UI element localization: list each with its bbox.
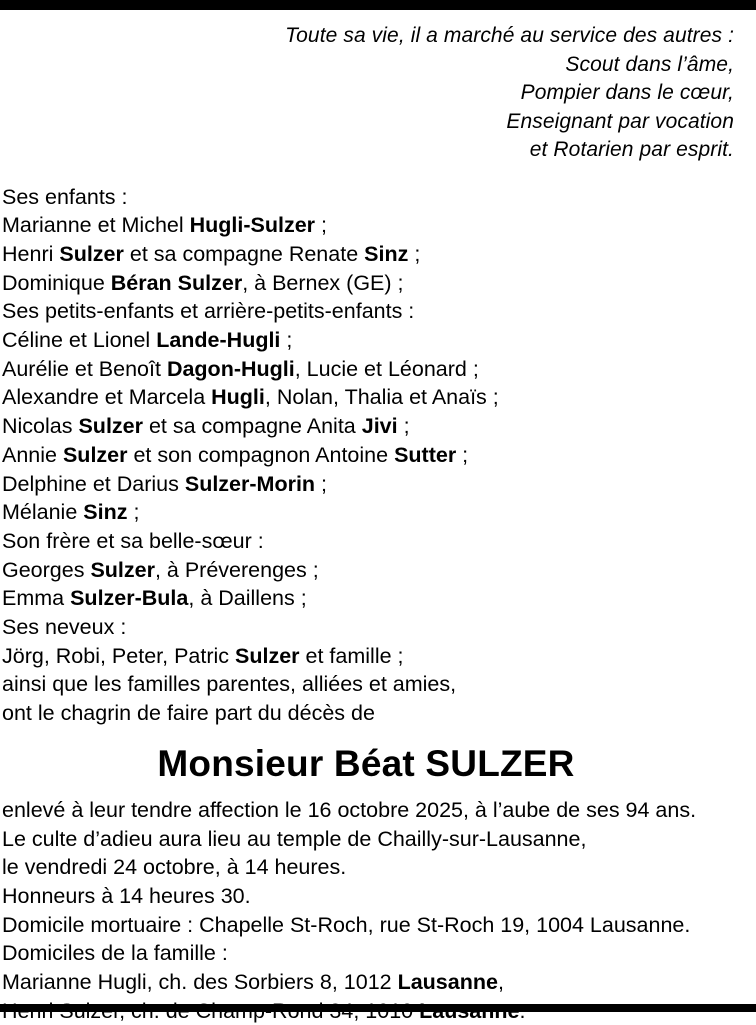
family-line: ainsi que les familles parentes, alliées et amies, — [2, 672, 457, 697]
service-details — [0, 796, 746, 1025]
surname: Sinz — [83, 500, 128, 525]
family-line: Son frère et sa belle-sœur : — [2, 528, 264, 553]
family-list — [0, 165, 746, 728]
family-line: Ses petits-enfants et arrière-petits-enfants : — [2, 299, 415, 324]
surname: Hugli — [211, 385, 265, 410]
detail-line: enlevé à leur tendre affection le 16 octobre 2025, à l’aube de ses 94 ans. — [2, 797, 697, 822]
family-line: Delphine et Darius Sulzer-Morin ; — [2, 471, 328, 496]
family-line: Dominique Béran Sulzer, à Bernex (GE) ; — [2, 270, 404, 295]
epigraph-line: Scout dans l’âme, — [565, 52, 734, 76]
family-line: Céline et Lionel Lande-Hugli ; — [2, 328, 293, 353]
family-line: Ses neveux : — [2, 615, 127, 640]
surname: Jivi — [361, 414, 398, 439]
surname: Sulzer-Morin — [184, 471, 316, 496]
family-line: Ses enfants : — [2, 184, 128, 209]
epigraph-line: Toute sa vie, il a marché au service des autres : — [285, 24, 734, 47]
surname: Sinz — [364, 241, 409, 266]
top-divider — [0, 0, 756, 10]
detail-line: Domiciles de la famille : — [2, 941, 228, 966]
family-line: Henri Sulzer et sa compagne Renate Sinz ; — [2, 241, 421, 266]
family-line: Alexandre et Marcela Hugli, Nolan, Thalia et Anaïs ; — [2, 385, 499, 410]
detail-line: le vendredi 24 octobre, à 14 heures. — [2, 855, 347, 880]
surname: Dagon-Hugli — [166, 356, 295, 381]
surname: Lausanne — [397, 970, 498, 995]
family-line: Jörg, Robi, Peter, Patric Sulzer et famille ; — [2, 643, 404, 668]
family-line: Georges Sulzer, à Préverenges ; — [2, 557, 319, 582]
epigraph — [0, 10, 746, 165]
family-line: Nicolas Sulzer et sa compagne Anita Jivi ; — [2, 414, 410, 439]
surname: Hugli-Sulzer — [189, 213, 316, 238]
surname: Sutter — [394, 442, 457, 467]
surname: Sulzer — [235, 643, 300, 668]
surname: Sulzer — [90, 557, 155, 582]
epigraph-line: Pompier dans le cœur, — [520, 81, 734, 104]
detail-line: Honneurs à 14 heures 30. — [2, 883, 251, 908]
family-line: Emma Sulzer-Bula, à Daillens ; — [2, 586, 307, 611]
detail-line: Marianne Hugli, ch. des Sorbiers 8, 1012 Lausanne, — [2, 970, 504, 995]
bottom-divider — [0, 1004, 756, 1012]
surname: Sulzer — [59, 241, 124, 266]
epigraph-line: Enseignant par vocation — [506, 109, 734, 133]
family-line: Mélanie Sinz ; — [2, 500, 140, 525]
surname: Sulzer-Bula — [70, 586, 189, 611]
surname: Sulzer — [78, 414, 143, 439]
detail-line: Le culte d’adieu aura lieu au temple de Chailly-sur-Lausanne, — [2, 826, 587, 851]
detail-line: Domicile mortuaire : Chapelle St-Roch, rue St-Roch 19, 1004 Lausanne. — [2, 912, 691, 937]
notice-body — [0, 10, 756, 1025]
family-line: Aurélie et Benoît Dagon-Hugli, Lucie et Léonard ; — [2, 356, 479, 381]
deceased-name: Monsieur Béat SULZER — [157, 742, 575, 784]
family-line: ont le chagrin de faire part du décès de — [2, 701, 375, 726]
surname: Béran Sulzer — [110, 270, 243, 295]
epigraph-line: et Rotarien par esprit. — [529, 138, 734, 161]
surname: Lande-Hugli — [156, 328, 281, 353]
surname: Sulzer — [62, 442, 128, 467]
family-line: Marianne et Michel Hugli-Sulzer ; — [2, 213, 327, 238]
family-line: Annie Sulzer et son compagnon Antoine Sutter ; — [2, 442, 469, 467]
